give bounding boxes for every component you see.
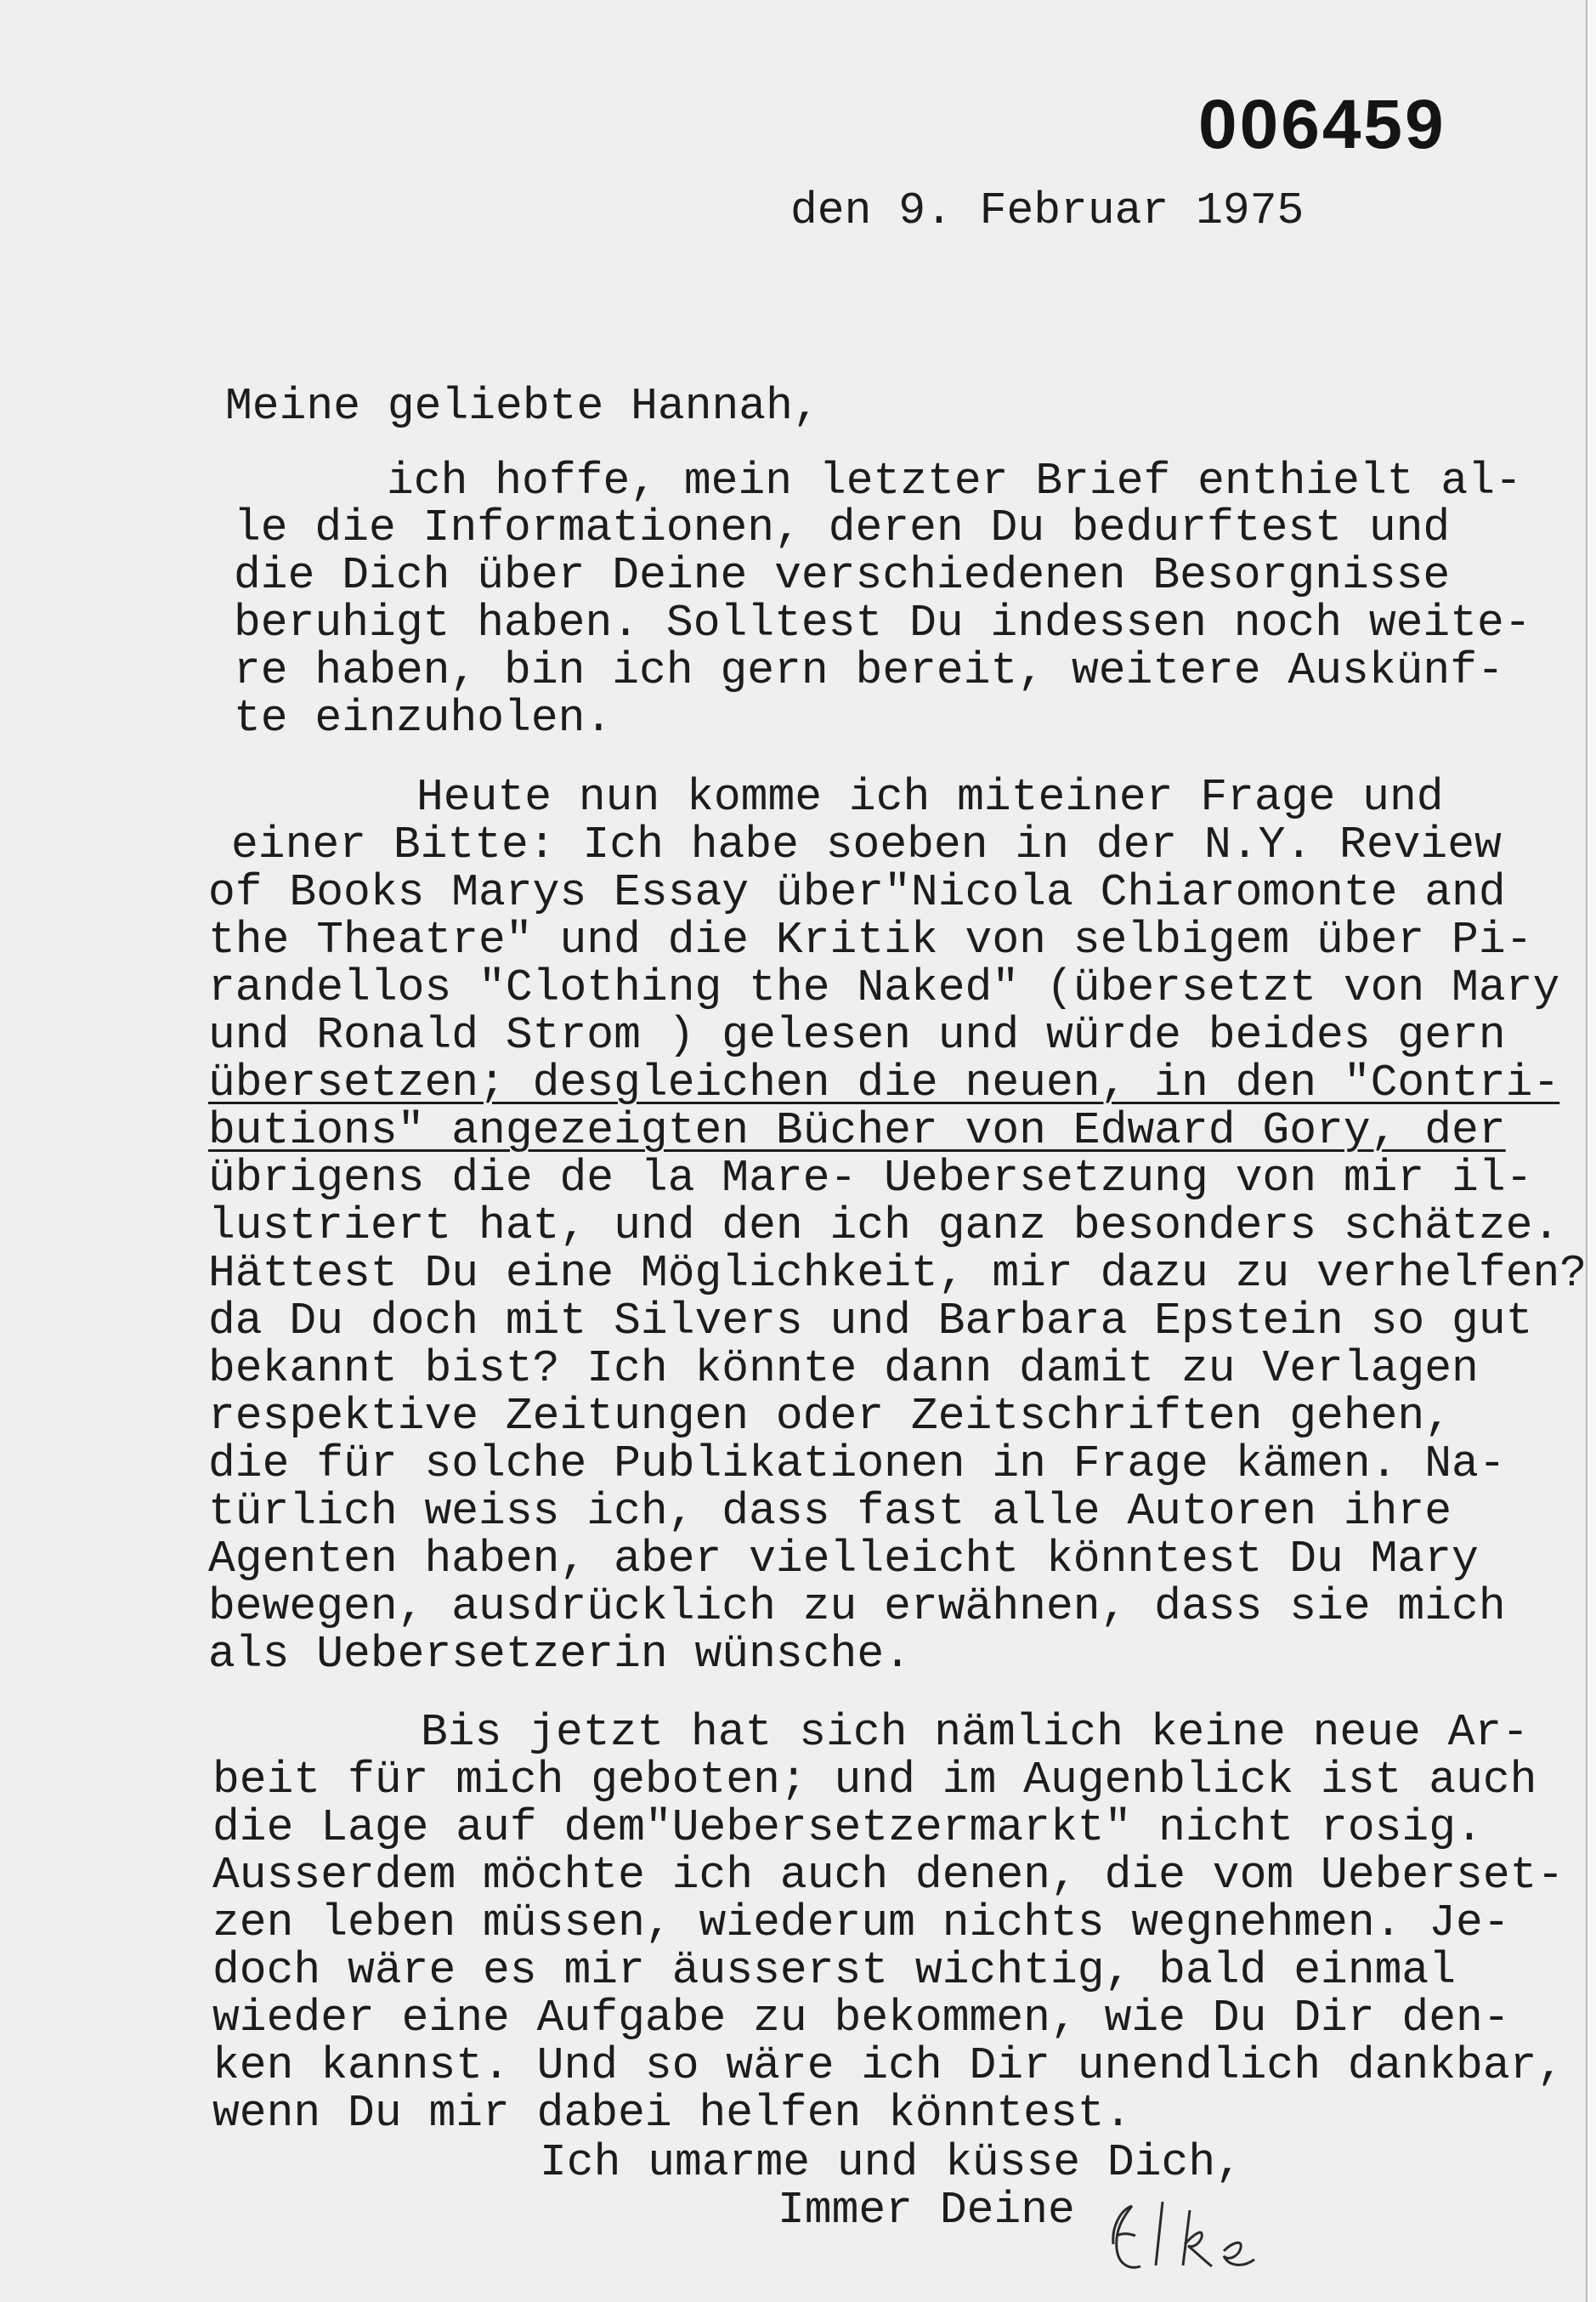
body-line: bekannt bist? Ich könnte dann damit zu Verlagen (208, 1343, 1479, 1394)
body-line: le die Informationen, deren Du bedurftest und (234, 502, 1451, 553)
body-line: die Lage auf dem"Uebersetzermarkt" nicht rosig. (212, 1802, 1483, 1853)
body-line: bewegen, ausdrücklich zu erwähnen, dass sie mich (208, 1581, 1506, 1632)
body-line: Heute nun komme ich miteiner Frage und (416, 772, 1444, 823)
letter-date: den 9. Februar 1975 (790, 185, 1305, 236)
body-line: of Books Marys Essay über"Nicola Chiaromonte and (208, 867, 1506, 918)
body-line: einer Bitte: Ich habe soeben in der N.Y. Review (231, 819, 1502, 870)
body-line: übrigens die de la Mare- Uebersetzung von mir il- (208, 1153, 1533, 1204)
body-line: Hättest Du eine Möglichkeit, mir dazu zu verhelfen? (208, 1248, 1588, 1299)
page-edge (1586, 0, 1596, 2302)
body-line: Ausserdem möchte ich auch denen, die vom Ueberset- (212, 1850, 1565, 1901)
body-line: ken kannst. Und so wäre ich Dir unendlich dankbar, (212, 2040, 1565, 2091)
body-line: da Du doch mit Silvers und Barbara Epstein so gut (208, 1296, 1533, 1347)
body-line: beruhigt haben. Solltest Du indessen noch weite- (234, 598, 1531, 649)
body-line: Agenten haben, aber vielleicht könntest Du Mary (208, 1534, 1479, 1585)
document-number: 006459 (1198, 86, 1446, 163)
handwritten-signature (1096, 2185, 1368, 2287)
body-line: ich hoffe, mein letzter Brief enthielt al- (387, 456, 1522, 507)
body-line: beit für mich geboten; und im Augenblick ist auch (212, 1755, 1537, 1806)
body-line: wieder eine Aufgabe zu bekommen, wie Du Dir den- (212, 1993, 1510, 2044)
body-line: die für solche Publikationen in Frage kämen. Na- (208, 1438, 1506, 1489)
body-line: die Dich über Deine verschiedenen Besorgnisse (234, 550, 1451, 601)
body-line: zen leben müssen, wiederum nichts wegnehmen. Je- (212, 1897, 1510, 1948)
body-line: re haben, bin ich gern bereit, weitere Auskünf- (234, 645, 1504, 696)
body-line: und Ronald Strom ) gelesen und würde beides gern (208, 1010, 1506, 1061)
salutation: Meine geliebte Hannah, (225, 381, 820, 432)
body-line: the Theatre" und die Kritik von selbigem über Pi- (208, 915, 1533, 966)
body-line: türlich weiss ich, dass fast alle Autoren ihre (208, 1486, 1452, 1537)
closing-line: Immer Deine (778, 2185, 1075, 2236)
body-line-underlined: butions" angezeigten Bücher von Edward Gory, der (208, 1105, 1506, 1156)
closing-line: Ich umarme und küsse Dich, (540, 2137, 1242, 2188)
body-line: als Uebersetzerin wünsche. (208, 1629, 911, 1680)
body-line-underlined: übersetzen; desgleichen die neuen, in den "Contri- (208, 1057, 1560, 1108)
body-line: respektive Zeitungen oder Zeitschriften gehen, (208, 1391, 1452, 1442)
body-line: doch wäre es mir äusserst wichtig, bald einmal (212, 1945, 1457, 1996)
body-line: wenn Du mir dabei helfen könntest. (212, 2088, 1132, 2139)
body-line: te einzuholen. (234, 693, 613, 744)
body-line: lustriert hat, und den ich ganz besonders schätze. (208, 1200, 1560, 1251)
body-line: randellos "Clothing the Naked" (übersetzt von Mary (208, 962, 1560, 1013)
body-line: Bis jetzt hat sich nämlich keine neue Ar- (421, 1707, 1530, 1758)
